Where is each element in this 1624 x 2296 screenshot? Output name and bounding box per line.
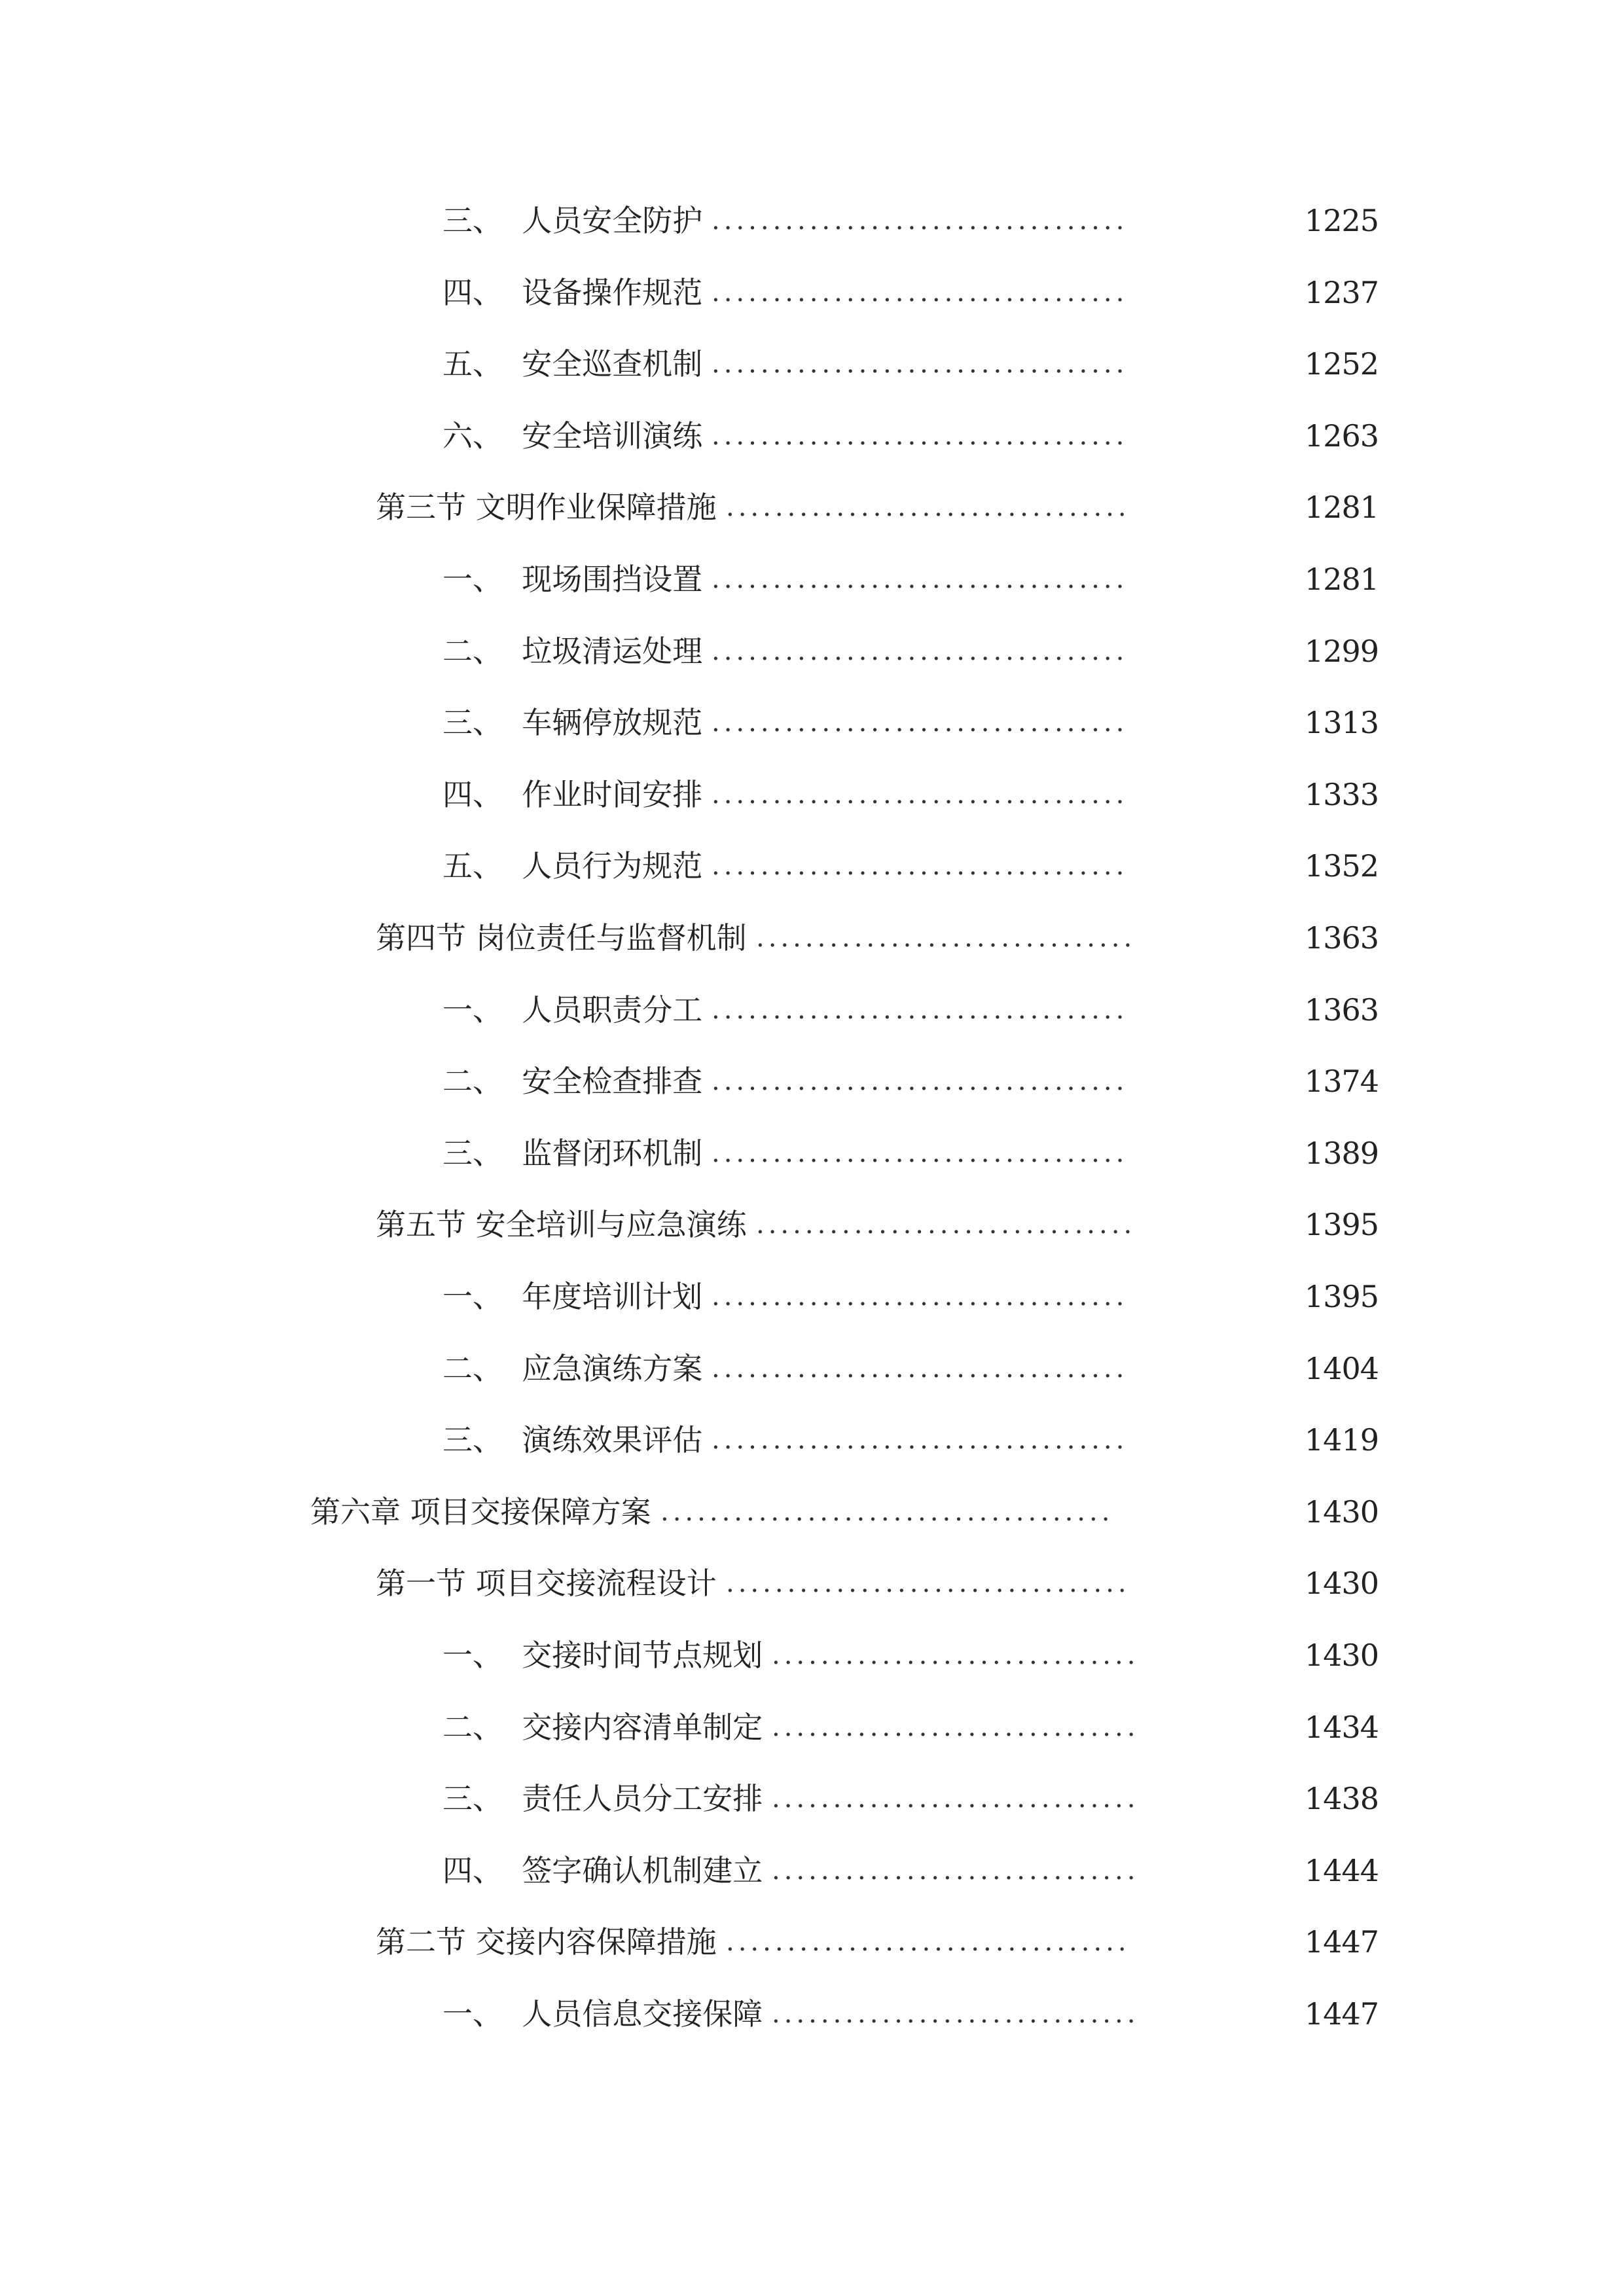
dot-leader: .............................. xyxy=(772,1712,1140,1742)
toc-entry-page-number: 1313 xyxy=(1304,705,1379,740)
toc-entry-title: 一、 人员信息交接保障 xyxy=(442,1996,763,2032)
toc-entry[interactable] xyxy=(0,481,1624,533)
toc-entry[interactable] xyxy=(0,912,1624,964)
toc-entry-title: 二、 应急演练方案 xyxy=(442,1351,703,1386)
toc-entry[interactable] xyxy=(0,553,1624,605)
toc-entry-title: 五、 安全巡查机制 xyxy=(442,346,703,382)
toc-entry[interactable] xyxy=(0,1916,1624,1968)
toc-entry-title: 二、 交接内容清单制定 xyxy=(442,1710,763,1745)
toc-entry[interactable] xyxy=(0,1701,1624,1753)
toc-entry-page-number: 1434 xyxy=(1304,1710,1379,1745)
toc-entry-page-number: 1374 xyxy=(1304,1064,1379,1099)
toc-entry-title: 三、 演练效果评估 xyxy=(442,1422,703,1458)
dot-leader: .................................. xyxy=(712,708,1128,738)
dot-leader: .................................. xyxy=(712,1066,1128,1096)
toc-entry-title: 二、 安全检查排查 xyxy=(442,1064,703,1099)
toc-entry-page-number: 1447 xyxy=(1304,1996,1379,2032)
toc-entry-page-number: 1225 xyxy=(1304,203,1379,238)
toc-entry-title: 三、 责任人员分工安排 xyxy=(442,1781,763,1816)
toc-entry-page-number: 1352 xyxy=(1304,848,1379,884)
toc-entry-page-number: 1430 xyxy=(1304,1566,1379,1601)
toc-entry-title: 三、 监督闭环机制 xyxy=(442,1136,703,1171)
dot-leader: .............................. xyxy=(772,1640,1140,1670)
toc-entry-page-number: 1363 xyxy=(1304,920,1379,956)
toc-entry-page-number: 1389 xyxy=(1304,1136,1379,1171)
toc-entry-page-number: 1404 xyxy=(1304,1351,1379,1386)
dot-leader: .................................. xyxy=(712,995,1128,1025)
toc-entry[interactable] xyxy=(0,1486,1624,1538)
toc-entry-page-number: 1237 xyxy=(1304,275,1379,310)
toc-entry-page-number: 1252 xyxy=(1304,346,1379,382)
toc-entry-title: 五、 人员行为规范 xyxy=(442,848,703,884)
dot-leader: .................................. xyxy=(712,206,1128,236)
toc-entry[interactable] xyxy=(0,768,1624,821)
toc-entry[interactable] xyxy=(0,840,1624,892)
toc-entry-title: 一、 现场围挡设置 xyxy=(442,562,703,597)
toc-entry[interactable] xyxy=(0,338,1624,390)
toc-entry[interactable] xyxy=(0,1198,1624,1251)
toc-entry-title: 第六章 项目交接保障方案 xyxy=(310,1494,651,1530)
dot-leader: .................................. xyxy=(712,780,1128,810)
dot-leader: .................................. xyxy=(712,1425,1128,1455)
dot-leader: ................................. xyxy=(726,1927,1130,1957)
toc-entry-page-number: 1430 xyxy=(1304,1494,1379,1530)
dot-leader: .................................. xyxy=(712,1282,1128,1312)
toc-entry[interactable] xyxy=(0,696,1624,749)
dot-leader: ................................. xyxy=(726,492,1130,522)
toc-entry-page-number: 1299 xyxy=(1304,634,1379,669)
toc-entry-page-number: 1419 xyxy=(1304,1422,1379,1458)
toc-entry[interactable] xyxy=(0,194,1624,247)
toc-entry-page-number: 1430 xyxy=(1304,1638,1379,1673)
dot-leader: ............................... xyxy=(756,1210,1136,1240)
dot-leader: .............................. xyxy=(772,1999,1140,2029)
toc-entry[interactable] xyxy=(0,1414,1624,1466)
toc-entry-title: 第二节 交接内容保障措施 xyxy=(376,1924,717,1960)
dot-leader: .................................. xyxy=(712,851,1128,881)
toc-entry[interactable] xyxy=(0,1629,1624,1681)
toc-entry-page-number: 1263 xyxy=(1304,418,1379,454)
toc-entry-title: 第一节 项目交接流程设计 xyxy=(376,1566,717,1601)
dot-leader: .................................. xyxy=(712,1354,1128,1384)
toc-entry-page-number: 1363 xyxy=(1304,992,1379,1028)
toc-entry-page-number: 1281 xyxy=(1304,562,1379,597)
toc-entry-page-number: 1447 xyxy=(1304,1924,1379,1960)
toc-entry-page-number: 1438 xyxy=(1304,1781,1379,1816)
toc-entry-title: 第四节 岗位责任与监督机制 xyxy=(376,920,747,956)
toc-entry-title: 第五节 安全培训与应急演练 xyxy=(376,1207,747,1242)
toc-entry-page-number: 1395 xyxy=(1304,1207,1379,1242)
dot-leader: .................................. xyxy=(712,564,1128,594)
dot-leader: .................................. xyxy=(712,421,1128,451)
toc-entry-title: 一、 交接时间节点规划 xyxy=(442,1638,763,1673)
toc-entry-title: 二、 垃圾清运处理 xyxy=(442,634,703,669)
toc-entry-title: 四、 设备操作规范 xyxy=(442,275,703,310)
dot-leader: ............................... xyxy=(756,923,1136,953)
toc-entry[interactable] xyxy=(0,1270,1624,1323)
toc-entry-page-number: 1333 xyxy=(1304,777,1379,812)
toc-entry-title: 第三节 文明作业保障措施 xyxy=(376,490,717,525)
dot-leader: .................................. xyxy=(712,278,1128,308)
toc-entry[interactable] xyxy=(0,1844,1624,1897)
toc-entry[interactable] xyxy=(0,1988,1624,2040)
dot-leader: .................................. xyxy=(712,349,1128,379)
dot-leader: ..................................... xyxy=(660,1497,1114,1527)
toc-entry[interactable] xyxy=(0,1772,1624,1825)
toc-entry[interactable] xyxy=(0,1055,1624,1107)
toc-entry-page-number: 1395 xyxy=(1304,1279,1379,1314)
toc-entry-title: 三、 车辆停放规范 xyxy=(442,705,703,740)
toc-entry-title: 四、 作业时间安排 xyxy=(442,777,703,812)
toc-entry-title: 六、 安全培训演练 xyxy=(442,418,703,454)
toc-entry-title: 四、 签字确认机制建立 xyxy=(442,1853,763,1888)
toc-entry[interactable] xyxy=(0,984,1624,1036)
dot-leader: .................................. xyxy=(712,1138,1128,1168)
toc-entry-page-number: 1281 xyxy=(1304,490,1379,525)
dot-leader: .............................. xyxy=(772,1784,1140,1814)
toc-entry[interactable] xyxy=(0,1342,1624,1395)
toc-entry-title: 三、 人员安全防护 xyxy=(442,203,703,238)
toc-entry-page-number: 1444 xyxy=(1304,1853,1379,1888)
toc-entry[interactable] xyxy=(0,1557,1624,1609)
toc-entry[interactable] xyxy=(0,1127,1624,1179)
toc-entry-title: 一、 人员职责分工 xyxy=(442,992,703,1028)
dot-leader: ................................. xyxy=(726,1568,1130,1598)
toc-entry[interactable] xyxy=(0,625,1624,677)
toc-entry[interactable] xyxy=(0,266,1624,319)
dot-leader: .............................. xyxy=(772,1856,1140,1886)
dot-leader: .................................. xyxy=(712,636,1128,666)
toc-entry[interactable] xyxy=(0,410,1624,462)
toc-entry-title: 一、 年度培训计划 xyxy=(442,1279,703,1314)
